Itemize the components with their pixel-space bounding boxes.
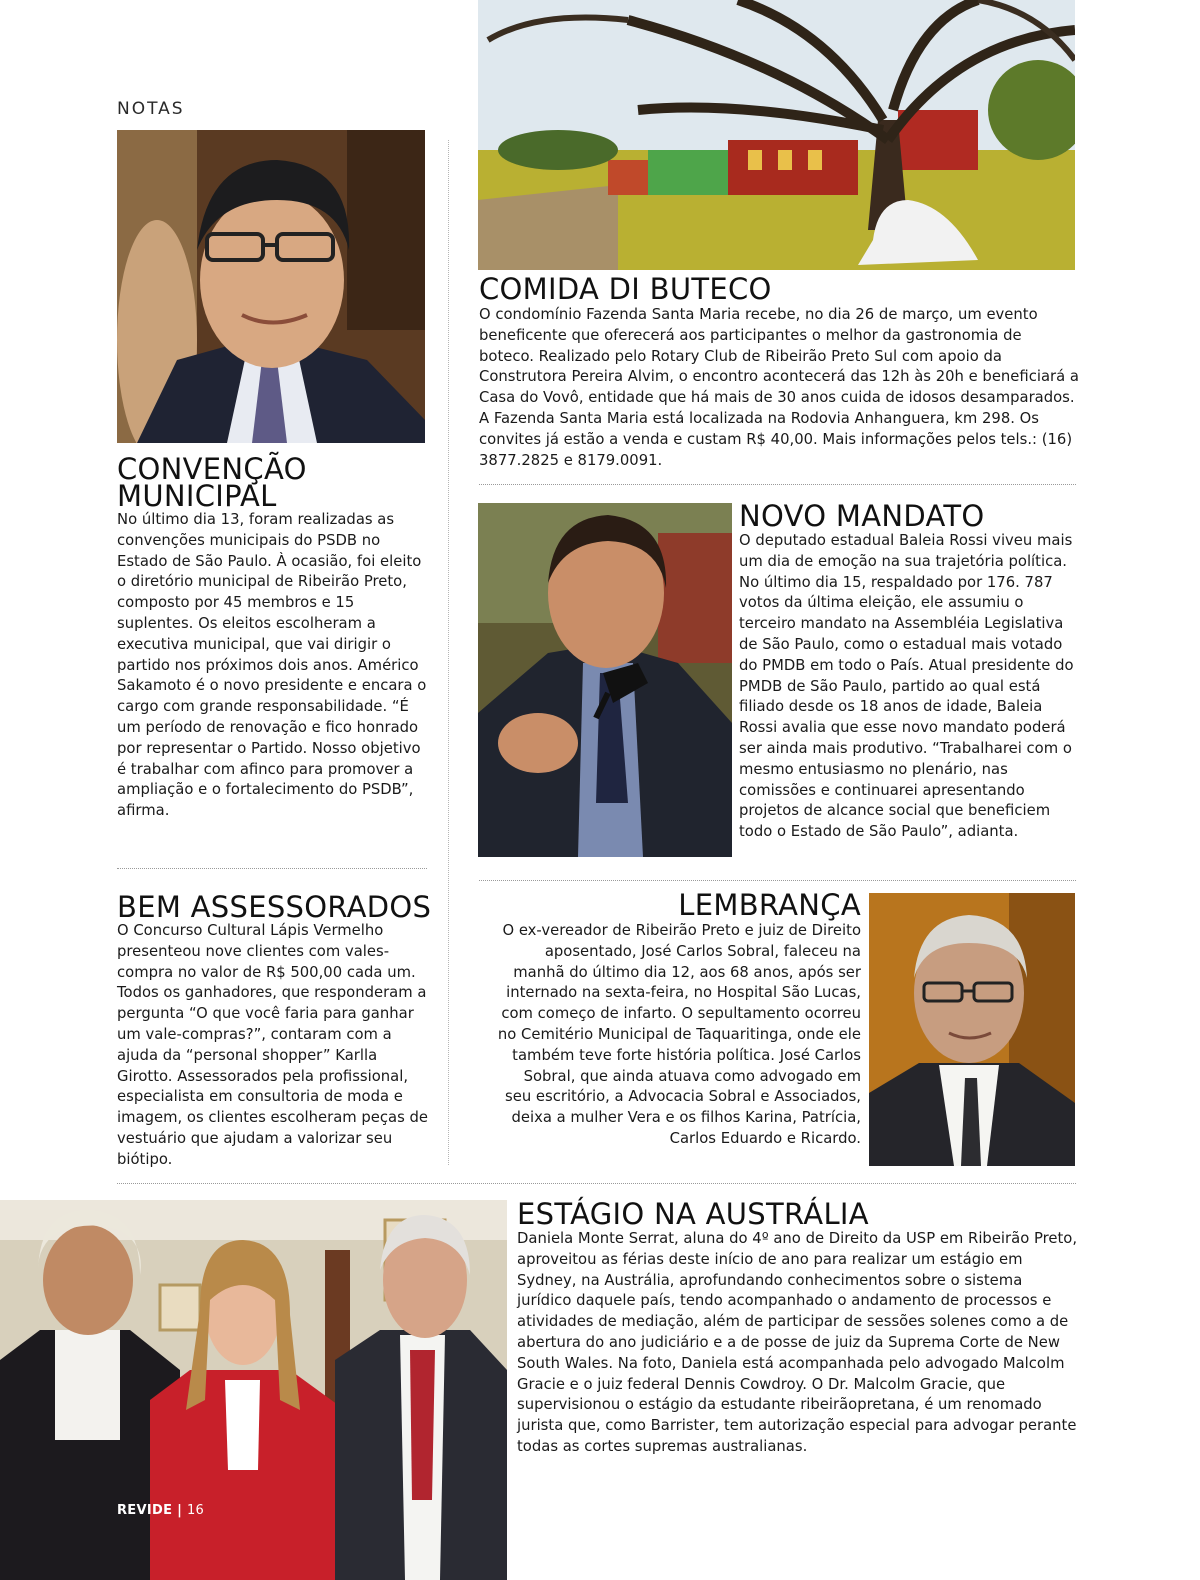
divider — [117, 1183, 1076, 1184]
photo-estagio-group — [0, 1200, 507, 1580]
photo-convencao-portrait — [117, 130, 425, 443]
page-footer — [117, 1503, 204, 1518]
bem-assessorados-title: BEM ASSESSORADOS — [117, 890, 432, 924]
magazine-name: REVIDE — [117, 1503, 173, 1518]
divider — [479, 484, 1076, 485]
photo-jose-carlos-sobral — [869, 893, 1075, 1166]
comida-title: COMIDA DI BUTECO — [479, 272, 772, 306]
estagio-body: Daniela Monte Serrat, aluna do 4º ano de Direito da USP em Ribeirão Preto, aproveitou as férias deste início de ano para realizar um estágio em Sydney, na Austrália, aprofundando conhecimentos sobre o sistema jurídico daquele país, tendo acompanhado o andamento de processos e atividades de mediação, além de participar de sessões solenes como a de abertura do ano judiciário e a de posse de juiz da Suprema Corte de New South Wales. Na foto, Daniela está acompanhada pelo advogado Malcolm Gracie e o juiz federal Dennis Cowdroy. O Dr. Malcolm Gracie, que supervisionou o estágio da estudante ribeirãopretana, é um renomado jurista que, como Barrister, tem autorização especial para advogar perante todas as cortes supremas australianas. — [517, 1230, 1078, 1455]
divider — [117, 868, 427, 869]
photo-baleia-rossi — [478, 503, 732, 857]
novo-mandato-body: O deputado estadual Baleia Rossi viveu mais um dia de emoção na sua trajetória política. No último dia 15, respaldado por 176. 787 votos da última eleição, ele assumiu o terceiro mandato na Assembléia Legislativa de São Paulo, como o estadual mais votado do PMDB em todo o País. Atual presidente do PMDB de São Paulo, partido ao qual está filiado desde os 18 anos de idade, Baleia Rossi avalia que esse novo mandato poderá ser ainda mais produtivo. “Trabalharei com o mesmo entusiasmo no plenário, nas comissões e continuarei apresentando projetos de alcance social que beneficiem todo o Estado de São Paulo”, adianta. — [739, 532, 1074, 841]
section-label: NOTAS — [117, 99, 185, 119]
footer-separator: | — [177, 1503, 183, 1518]
estagio-title: ESTÁGIO NA AUSTRÁLIA — [517, 1197, 869, 1231]
convencao-title-line2: MUNICIPAL — [117, 479, 277, 513]
page-number: 16 — [186, 1503, 205, 1518]
convencao-title — [117, 452, 427, 513]
column-divider — [448, 140, 449, 1165]
comida-body: O condomínio Fazenda Santa Maria recebe, no dia 26 de março, um evento beneficente que oferecerá aos participantes o melhor da gastronomia de boteco. Realizado pelo Rotary Club de Ribeirão Preto Sul com apoio da Construtora Pereira Alvim, o encontro acontecerá das 12h às 20h e beneficiará a Casa do Vovô, entidade que há mais de 30 anos cuida de idosos desamparados. A Fazenda Santa Maria está localizada na Rodovia Anhanguera, km 298. Os convites já estão a venda e custam R$ 40,00. Mais informações pelos tels.: (16) 3877.2825 e 8179.0091. — [479, 306, 1079, 469]
divider — [479, 880, 1076, 881]
photo-fazenda-landscape — [478, 0, 1075, 270]
lembranca-title: LEMBRANÇA — [678, 888, 861, 922]
lembranca-body: O ex-vereador de Ribeirão Preto e juiz de Direito aposentado, José Carlos Sobral, faleceu na manhã do último dia 12, aos 68 anos, após ser internado na sexta-feira, no Hospital São Lucas, com começo de infarto. O sepultamento ocorreu no Cemitério Municipal de Taquaritinga, onde ele também teve forte história política. José Carlos Sobral, que ainda atuava como advogado em seu escritório, a Advocacia Sobral e Associados, deixa a mulher Vera e os filhos Karina, Patrícia, Carlos Eduardo e Ricardo. — [497, 922, 861, 1147]
convencao-body: No último dia 13, foram realizadas as convenções municipais do PSDB no Estado de São Paulo. À ocasião, foi eleito o diretório municipal de Ribeirão Preto, composto por 45 membros e 15 suplentes. Os eleitos escolheram a executiva municipal, que vai dirigir o partido nos próximos dois anos. Américo Sakamoto é o novo presidente e encara o cargo com grande responsabilidade. “É um período de renovação e fico honrado por representar o Partido. Nosso objetivo é trabalhar com afinco para promover a ampliação e o fortalecimento do PSDB”, afirma. — [117, 511, 427, 820]
convencao-title-line1: CONVENÇÃO — [117, 452, 307, 486]
bem-assessorados-body: O Concurso Cultural Lápis Vermelho presenteou nove clientes com vales-compra no valor de R$ 500,00 cada um. Todos os ganhadores, que responderam a pergunta “O que você faria para ganhar um vale-compras?”, contaram com a ajuda da “personal shopper” Karlla Girotto. Assessorados pela profissional, especialista em consultoria de moda e imagem, os clientes escolheram peças de vestuário que ajudam a valorizar seu biótipo. — [117, 922, 429, 1168]
novo-mandato-title: NOVO MANDATO — [739, 499, 985, 533]
